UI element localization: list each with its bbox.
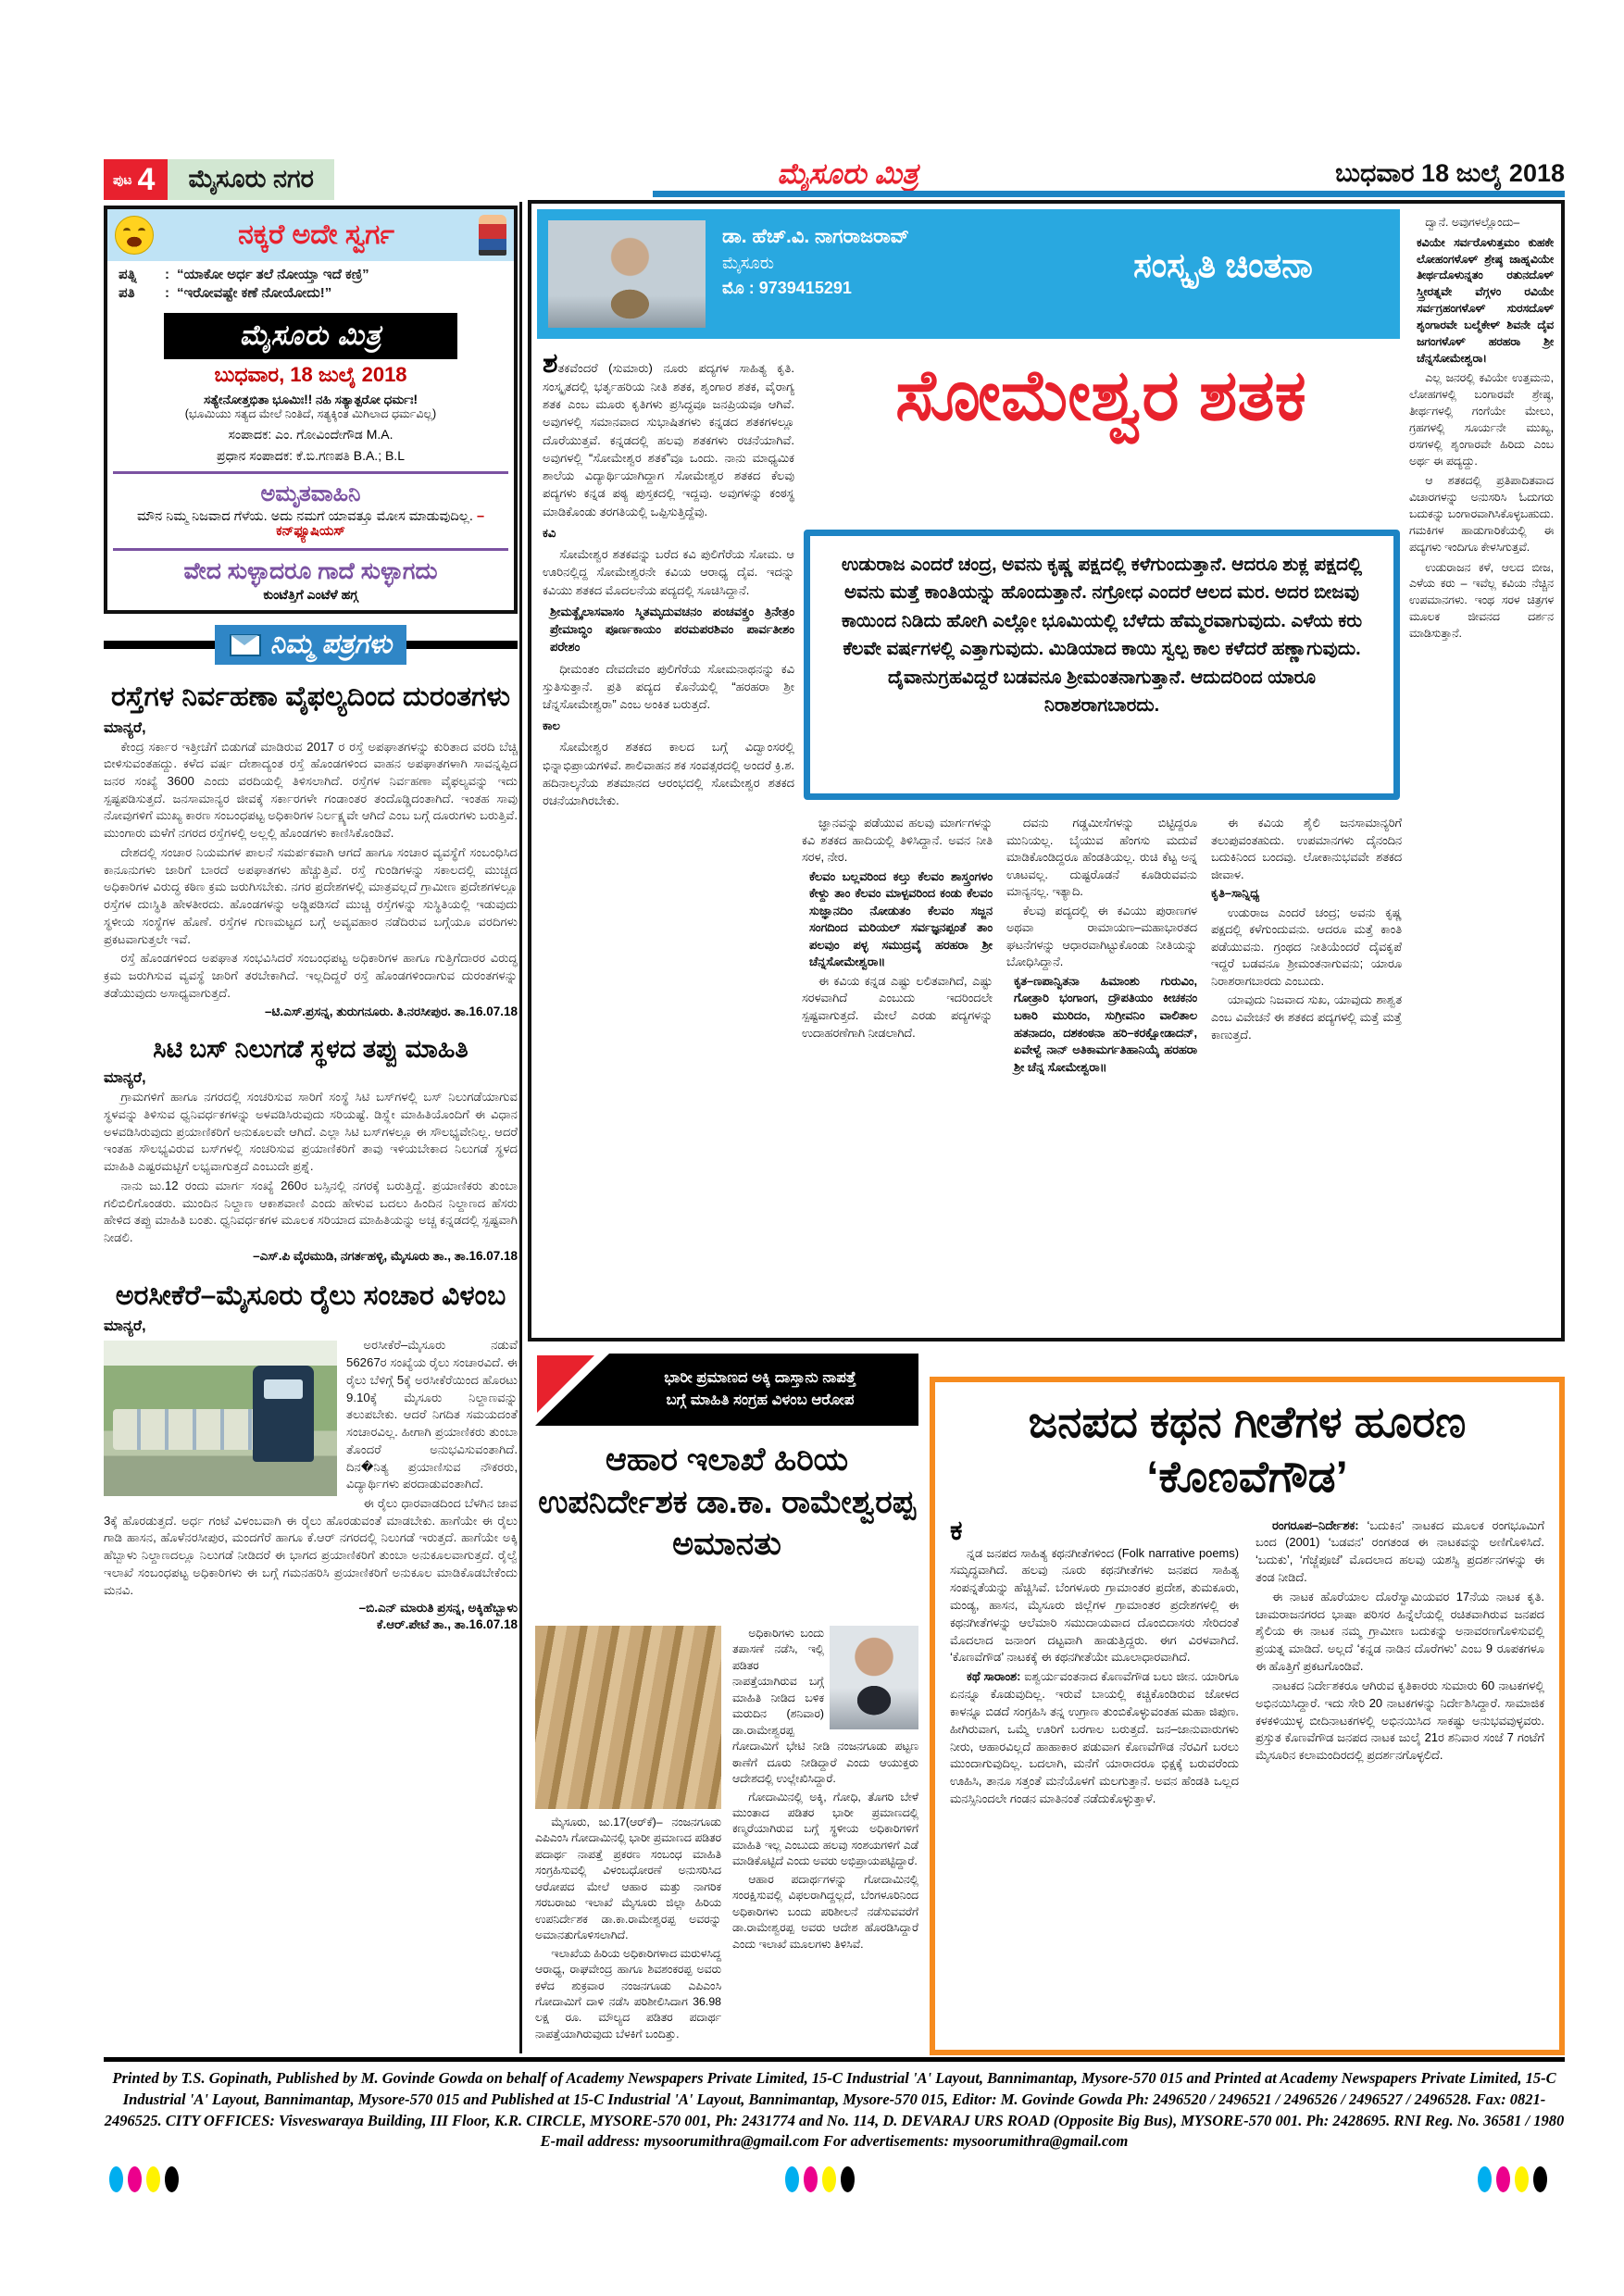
letter-paragraph: ನಾನು ಜು.12 ರಂದು ಮಾರ್ಗ ಸಂಖ್ಯೆ 260ರ ಬಸ್ಸಿನಲ್ಲಿ ನಗರಕ್ಕೆ ಬರುತ್ತಿದ್ದೆ. ಪ್ರಯಾಣಿಕರು ತುಂಬಾ ಗಲಿಬಿಲಿಗೊಂಡರು. ಮುಂದಿನ ನಿಲ್ದಾಣ ಆಕಾಶವಾಣಿ ಎಂದು ಹೇಳುವ ಬದಲು ಹಿಂದಿನ ನಿಲ್ದಾಣದ ಹೆಸರು ಹೇಳಿದ ತಪ್ಪು ಮಾಹಿತಿ ಬಂತು. ಧ್ವನಿವರ್ಧಕಗಳ ಮೂಲಕ ಸರಿಯಾದ ಮಾಹಿತಿಯನ್ನು ಅಚ್ಚ ಕನ್ನಡದಲ್ಲಿ ಸ್ಪಷ್ಟವಾಗಿ ನೀಡಲಿ. (104, 1178, 518, 1245)
amrutavahini-title: ಅಮೃತವಾಹಿನಿ (260, 481, 361, 506)
letter-signature: –ಎಸ್.ಪಿ ವೈರಮುಡಿ, ನಗರ್ತಹಳ್ಳಿ, ಮೈಸೂರು ತಾ., ತಾ.16.07.18 (253, 1248, 518, 1263)
article-block: ಕೃತಿ–ಸಾನ್ನಿಧ್ಯ (1211, 886, 1260, 901)
article-block: ದ್ವಾನೆ. ಅವುಗಳಲ್ಲೊಂದು– (1425, 216, 1520, 229)
author-place: ಮೈಸೂರು (722, 254, 774, 272)
black-mark (841, 2166, 855, 2192)
magenta-mark (128, 2166, 142, 2192)
envelope-icon (230, 634, 261, 656)
masthead-joke-box (104, 206, 518, 614)
highlight-quote-box: ಉಡುರಾಜ ಎಂದರೆ ಚಂದ್ರ, ಅವನು ಕೃಷ್ಣ ಪಕ್ಷದಲ್ಲಿ ಕಳೆಗುಂದುತ್ತಾನೆ. ಆದರೂ ಶುಕ್ಲ ಪಕ್ಷದಲ್ಲಿ ಅವನು ಮತ್ತೆ ಕಾಂತಿಯನ್ನು ಹೊಂದುತ್ತಾನೆ. ನಗ್ರೋಧ ಎಂದರೆ ಆಲದ ಮರ. ಅದರ ಬೀಜವು ಕಾಯಿಂದ ನಿಡಿದು ಹೋಗಿ ಎಲ್ಲೋ ಭೂಮಿಯಲ್ಲಿ ಬೆಳೆದು ಹೆಮ್ಮರವಾಗುವುದು. ಎಳೆಯ ಕರು ಕೆಲವೇ ವರ್ಷಗಳಲ್ಲಿ ಎತ್ತಾಗುವುದು. ಮಿಡಿಯಾದ ಕಾಯಿ ಸ್ವಲ್ಪ ಕಾಲ ಕಳೆದರೆ ಹಣ್ಣಾಗುವುದು. ದೈವಾನುಗ್ರಹವಿದ್ದರೆ ಬಡವನೂ ಶ್ರೀಮಂತನಾಗುತ್ತಾನೆ. ಆದುದರಿಂದ ಯಾರೂ ನಿರಾಶರಾಗಬಾರದು. (804, 530, 1400, 800)
paragraph-lead: ರಂಗರೂಪ–ನಿರ್ದೇಶಕ: (1272, 1517, 1359, 1532)
article-block: ಕೆಲವು ಪದ್ಯದಲ್ಲಿ ಈ ಕವಿಯು ಪುರಾಣಗಳ ಅಥವಾ ರಾಮಾಯಣ–ಮಹಾಭಾರತದ ಘಟನೆಗಳನ್ನು ಆಧಾರವಾಗಿಟ್ಟುಕೊಂಡು ನೀತಿಯನ್ನು ಬೋಧಿಸಿದ್ದಾನೆ. (1006, 903, 1197, 969)
article-block: ಕೃತ–ಣಪಾನ್ವಿತನಾ ಹಿಮಾಂಶು ಗುರುವಿಂ, ಗೋತ್ರಾರಿ ಭಂಗಾಂಗ, ದ್ರೌಪತಿಯಂ ಕೀಚಕನಂ ಬಕಾರಿ ಮುರಿದಂ, ಸುಗ್ರೀವನಿಂ ವಾಲಿತಾಲ ಹತನಾದಂ, ದಶಕಂಠನಾ ಹರಿ–ಕರಕ್ಷೋಡಾದನ್, ಏವೇಳ್ವೆ ನಾನ್ ಅತಿಕಾಮರ್ಗತಿಹಾನಿಯ್ಕೆ ಹರಹರಾ ಶ್ರೀ ಚೆನ್ನ ಸೋಮೇಶ್ವರಾ॥ (1014, 973, 1197, 1074)
letter-body-with-photo (104, 1337, 518, 1599)
body-column-1 (950, 1517, 1239, 1810)
joke-banner (107, 209, 514, 261)
section-name: ಮೈಸೂರು ನಗರ (168, 159, 333, 200)
letter-paragraph: ಈ ರೈಲು ಧಾರವಾಡದಿಂದ ಬೆಳಗಿನ ಜಾವ 3ಕ್ಕೆ ಹೊರಡುತ್ತದೆ. ಅರ್ಧ ಗಂಟೆ ವಿಳಂಬವಾಗಿ ಈ ರೈಲು ಹೊರಡುವಂತೆ ಮಾಡಬೇಕು. ಹಾಗೆಯೇ ಈ ರೈಲು ಗಾಡಿ ಹಾಸನ, ಹೊಳೆನರಸೀಪುರ, ಮಂದಗೆರೆ ಹಾಗೂ ಕೆ.ಆರ್ ನಗರದಲ್ಲಿ ನಿಲುಗಡೆ ಇರುತ್ತದೆ. ಹಾಗೆಯೇ ಅಕ್ಕಿ ಹೆಬ್ಬಾಳು ನಿಲ್ದಾಣದಲ್ಲೂ ನಿಲುಗಡೆ ನೀಡಿದರೆ ಈ ಭಾಗದ ಪ್ರಯಾಣಿಕರಿಗೆ ತುಂಬಾ ಅನುಕೂಲವಾಗುತ್ತದೆ. ರೈಲ್ವೆ ಇಲಾಖೆ ಸಂಬಂಧಪಟ್ಟ ಅಧಿಕಾರಿಗಳು ಈ ಬಗ್ಗೆ ಗಮನಹರಿಸಿ ಪ್ರಯಾಣಿಕರಿಗೆ ಅನುಕೂಲ ಮಾಡಿಕೊಡಬೇಕೆಂದು ಮನವಿ. (104, 1495, 518, 1597)
article-block: ಕವಿ (543, 525, 556, 540)
black-mark (1533, 2166, 1547, 2192)
column-paragraphs (535, 1815, 721, 2042)
joke-colon: : (165, 267, 169, 282)
imprint-line: Printed by T.S. Gopinath, Published by M. Govinde Gowda on behalf of Academy Newspapers Private Limited, 15-C Industrial 'A' Layout, Bannimantap, Mysore-570 015 and Printed at Academy Newspapers Private Limited, 15-C Industrial 'A' Layout, Bannimantap, Mysore-570 015 and Published at 15-C Industrial 'A' Layout, Bannimantap, Mysore-570 015, Editor: M. Govinde Gowda Ph: 2496520 / 2496521 / 2496526 / 2496527 / 2496528. Fax: 0821-2496525. CITY OFFICES: Visveswaraya Building, III Floor, K.R. CIRCLE, MYSORE-570 001, Ph: 2431774 and No. 114, D. DEVARAJ URS ROAD (Opposite Big Bus), MYSORE-570 001. Ph: 2428695. RNI Reg. No. 36581 / 1980 E-mail address: mysoorumithra@gmail.com For advertisements: mysoorumithra@gmail.com (104, 2069, 1565, 2151)
paragraph-text: ಈ ನಾಟಕ ಹೊರೆಯಾಲ ದೊರೆಸ್ವಾಮಿಯವರ 17ನೆಯ ನಾಟಕ ಕೃತಿ. ಚಾಮರಾಜನಗರದ ಭಾಷಾ ಪರಿಸರ ಹಿನ್ನೆಲೆಯಲ್ಲಿ ರಚಿತವಾಗಿರುವ ಜನಪದ ಶೈಲಿಯ ಈ ನಾಟಕ ನಮ್ಮ ಗ್ರಾಮೀಣ ಬದುಕನ್ನು ಅನಾವರಣಗೊಳಿಸುವಲ್ಲಿ ಪ್ರಯತ್ನ ಮಾಡಿದೆ. ಅಲ್ಲದೆ ‘ಕನ್ನಡ ನಾಡಿನ ದೊರೆಗಳು’ ಎಂಬ 9 ರೂಪಕಗಳೂ ಈ ಹೊತ್ತಿಗೆ ಪ್ರಕಟಗೊಂಡಿವೆ. (1255, 1589, 1544, 1674)
article-paragraph: ಆಹಾರ ಪದಾರ್ಥಗಳನ್ನು ಗೋದಾಮಿನಲ್ಲಿ ಸಂರಕ್ಷಿಸುವಲ್ಲಿ ವಿಫಲರಾಗಿದ್ದಲ್ಲದೆ, ಬೆಂಗಳೂರಿನಿಂದ ಅಧಿಕಾರಿಗಳು ಬಂದು ಪರಿಶೀಲನೆ ನಡೆಸುವವರೆಗೆ ಡಾ.ರಾಮೇಶ್ವರಪ್ಪ ಅವರು ಆದೇಶ ಹೊರಡಿಸಿದ್ದಾರೆ ಎಂದು ಇಲಾಖೆ ಮೂಲಗಳು ತಿಳಿಸಿವೆ. (732, 1872, 918, 1951)
joke-banner-title: ನಕ್ಕರೆ ಅದೇ ಸ್ವರ್ಗ (238, 219, 394, 250)
article-block: ಯಾವುದು ನಿಜವಾದ ಸುಖ, ಯಾವುದು ಶಾಶ್ವತ ಎಂಬ ವಿವೇಚನೆ ಈ ಶತಕದ ಪದ್ಯಗಳಲ್ಲಿ ಮತ್ತೆ ಮತ್ತೆ ಕಾಣುತ್ತದೆ. (1211, 992, 1402, 1042)
letter-body (104, 739, 518, 1003)
header-rule (653, 191, 1565, 197)
paragraph-lead: ಕಥೆ ಸಾರಾಂಶ: (967, 1669, 1021, 1684)
masthead-logo: ಮೈಸೂರು ಮಿತ್ರ (164, 313, 456, 359)
page-number: 4 (137, 162, 156, 197)
quote-author: –ಕನ್‌ಫ್ಯೂಷಿಯಸ್ (276, 509, 485, 539)
letter-salutation: ಮಾನ್ಯರೆ, (104, 1070, 146, 1087)
article-headline: ಸೋಮೇಶ್ವರ ಶತಕ (895, 356, 1306, 435)
letters-banner-label: ನಿಮ್ಮ ಪತ್ರಗಳು (269, 630, 393, 659)
letter-bus-info (104, 1029, 518, 1264)
quote-text: ಮೌನ ನಿಮ್ಮ ನಿಜವಾದ ಗೆಳೆಯ. ಅದು ನಮಗೆ ಯಾವತ್ತೂ ಮೋಸ ಮಾಡುವುದಿಲ್ಲ. (136, 509, 473, 524)
letter-headline: ಸಿಟಿ ಬಸ್ ನಿಲುಗಡೆ ಸ್ಥಳದ ತಪ್ಪು ಮಾಹಿತಿ (153, 1034, 468, 1063)
article-paragraph: ಮೈಸೂರು, ಜು.17(ಆರ್‌ಕೆ)– ನಂಜನಗೂಡು ಎಪಿಎಂಸಿ ಗೋದಾಮಿನಲ್ಲಿ ಭಾರೀ ಪ್ರಮಾಣದ ಪಡಿತರ ಪದಾರ್ಥ ನಾಪತ್ತೆ ಪ್ರಕರಣ ಸಂಬಂಧ ಮಾಹಿತಿ ಸಂಗ್ರಹಿಸುವಲ್ಲಿ ವಿಳಂಬಧೋರಣೆ ಅನುಸರಿಸಿದ ಆರೋಪದ ಮೇಲೆ ಆಹಾರ ಮತ್ತು ನಾಗರಿಕ ಸರಬರಾಜು ಇಲಾಖೆ ಮೈಸೂರು ಜಿಲ್ಲಾ ಹಿರಿಯ ಉಪನಿರ್ದೇಶಕ ಡಾ.ಕಾ.ರಾಮೇಶ್ವರಪ್ಪ ಅವರನ್ನು ಅಮಾನತುಗೊಳಿಸಲಾಗಿದೆ. (535, 1816, 721, 1942)
kicker-line1: ಭಾರೀ ಪ್ರಮಾಣದ ಅಕ್ಕಿ ದಾಸ್ತಾನು ನಾಪತ್ತೆ (664, 1369, 856, 1387)
joke-text: “ಯಾಕೋ ಅರ್ಧ ತಲೆ ನೋಯ್ತಾ ಇದೆ ಕಣ್ರಿ” (177, 267, 369, 282)
article-paragraph: ಇಲಾಖೆಯ ಹಿರಿಯ ಅಧಿಕಾರಿಗಳಾದ ಮರುಳಸಿದ್ದ ಆರಾಧ್ಯ, ರಾಘವೇಂದ್ರ ಹಾಗೂ ಶಿವಶಂಕರಪ್ಪ ಅವರು ಕಳೆದ ಶುಕ್ರವಾರ ನಂಜನಗೂಡು ಎಪಿಎಂಸಿ ಗೋದಾಮಿಗೆ ದಾಳಿ ನಡೆಸಿ ಪರಿಶೀಲಿಸಿದಾಗ 36.98 ಲಕ್ಷ ರೂ. ಮೌಲ್ಯದ ಪಡಿತರ ಪದಾರ್ಥ ನಾಪತ್ತೆಯಾಗಿರುವುದು ಬೆಳಕಿಗೆ ಬಂದಿತ್ತು. (535, 1946, 721, 2040)
article-paragraph: ಗೋದಾಮಿನಲ್ಲಿ ಅಕ್ಕಿ, ಗೋಧಿ, ತೊಗರಿ ಬೇಳೆ ಮುಂತಾದ ಪಡಿತರ ಭಾರೀ ಪ್ರಮಾಣದಲ್ಲಿ ಕಣ್ಮರೆಯಾಗಿರುವ ಬಗ್ಗೆ ಸ್ಥಳೀಯ ಅಧಿಕಾರಿಗಳಿಗೆ ಮಾಹಿತಿ ಇಲ್ಲ ಎಂಬುದು ಹಲವು ಸಂಶಯಗಳಿಗೆ ಎಡೆ ಮಾಡಿಕೊಟ್ಟಿದೆ ಎಂದು ಅವರು ಅಭಿಪ್ರಾಯಪಟ್ಟಿದ್ದಾರೆ. (732, 1790, 918, 1868)
article-headline: ಜನಪದ ಕಥನ ಗೀತೆಗಳ ಹೂರಣ ‘ಕೊಣವೆಗೌಡ’ (1028, 1397, 1467, 1501)
lead-column (543, 350, 794, 1331)
letter-signature-line2: ಕೆ.ಆರ್.ಪೇಟೆ ತಾ., ತಾ.16.07.18 (376, 1617, 518, 1632)
joke-line (119, 285, 503, 301)
article-block: ದವನು ಗಡ್ಡಮೀಸೆಗಳನ್ನು ಬಿಟ್ಟಿದ್ದರೂ ಮುನಿಯಲ್ಲ. ಬೈಯುವ ಹೆಂಗಸು ಮದುವೆ ಮಾಡಿಕೊಂಡಿದ್ದರೂ ಹೆಂಡತಿಯಲ್ಲ. ರುಚಿ ಕೆಟ್ಟ ಅನ್ನ ಊಟವಲ್ಲ. ದುಷ್ಟರೊಡನೆ ಕೂಡಿರುವವನು ಮಾನ್ಯನಲ್ಲ. ಇತ್ಯಾದಿ. (1006, 816, 1197, 899)
article-paragraph (950, 1545, 1239, 1667)
yellow-mark (146, 2166, 160, 2192)
body-column-2 (1255, 1517, 1544, 1810)
paragraph-text: ನ್ನಡ ಜನಪದ ಸಾಹಿತ್ಯ ಕಥನಗೀತೆಗಳಿಂದ (Folk narrative poems) ಸಮೃದ್ಧವಾಗಿದೆ. ಹಲವು ನೂರು ಕಥನಗೀತೆಗಳು ಜನಪದ ಸಾಹಿತ್ಯ ಸಂಪನ್ನತೆಯನ್ನು ಹೆಚ್ಚಿಸಿವೆ. ಬೆಂಗಳೂರು ಗ್ರಾಮಾಂತರ ಪ್ರದೇಶ, ತುಮಕೂರು, ಮಂಡ್ಯ, ಹಾಸನ, ಮೈಸೂರು ಜಿಲ್ಲೆಗಳ ಗ್ರಾಮಾಂತರ ಪ್ರದೇಶಗಳಲ್ಲಿ ಈ ಕಥನಗೀತೆಗಳನ್ನು ಆಲೆಮಾರಿ ಸಮುದಾಯವಾದ ದೊಂಬಿದಾಸರು ಸೇರಿದಂತೆ ಮೊದಲಾದ ಜನಾಂಗ ದಟ್ಟವಾಗಿ ಹಾಡುತ್ತಿದ್ದರು. ಈಗ ವಿರಳವಾಗಿದೆ. ‘ಕೊಣವೆಗೌಡ’ ನಾಟಕಕ್ಕೆ ಈ ಕಥನಗೀತೆಯೇ ಮೂಲಾಧಾರವಾಗಿದೆ. (950, 1545, 1239, 1665)
drop-cap: ಕ (950, 1515, 963, 1546)
article-block: ಆ ಶತಕದಲ್ಲಿ ಪ್ರತಿಪಾದಿತವಾದ ವಿಚಾರಗಳನ್ನು ಅನುಸರಿಸಿ ಓದುಗರು ಬದುಕನ್ನು ಬಂಗಾರವಾಗಿಸಿಕೊಳ್ಳಬಹುದು. ಗಮಕಿಗಳ ಹಾಡುಗಾರಿಕೆಯಲ್ಲಿ ಈ ಪದ್ಯಗಳು ಇಂದಿಗೂ ಕೇಳಸಿಗುತ್ತವೆ. (1409, 474, 1554, 554)
page-number-box (104, 159, 168, 200)
main-article-somesvara-shataka (528, 200, 1565, 1341)
column-divider (519, 202, 522, 2053)
letters-banner-pill (215, 625, 407, 665)
letter-salutation: ಮಾನ್ಯರೆ, (104, 719, 146, 736)
letter-headline: ಅರಸೀಕೆರೆ–ಮೈಸೂರು ರೈಲು ಸಂಚಾರ ವಿಳಂಬ (115, 1279, 506, 1311)
black-mark (165, 2166, 179, 2192)
article-paragraph (1255, 1678, 1544, 1765)
lead-text: ತಕವೆಂದರೆ (ಸುಮಾರು) ನೂರು ಪದ್ಯಗಳ ಸಾಹಿತ್ಯ ಕೃತಿ. ಸಂಸ್ಕೃತದಲ್ಲಿ ಭರ್ತೃಹರಿಯ ನೀತಿ ಶತಕ, ಶೃಂಗಾರ ಶತಕ, ವೈರಾಗ್ಯ ಶತಕ ಎಂಬ ಮೂರು ಕೃತಿಗಳು ಪ್ರಸಿದ್ಧವೂ ಜನಪ್ರಿಯವೂ ಆಗಿವೆ. ಅವುಗಳಲ್ಲಿ ಸಮಾನವಾದ ಸುಭಾಷಿತಗಳು ಕನ್ನಡದ ಶತಕಗಳಲ್ಲೂ ದೊರೆಯುತ್ತವೆ. ಕನ್ನಡದಲ್ಲಿ ಹಲವು ಶತಕಗಳು ರಚನೆಯಾಗಿವೆ. ಅವುಗಳಲ್ಲಿ “ಸೋಮೇಶ್ವರ ಶತಕ”ವೂ ಒಂದು. ನಾನು ಮಾಧ್ಯಮಿಕ ಶಾಲೆಯ ವಿದ್ಯಾರ್ಥಿಯಾಗಿದ್ದಾಗ ಸೋಮೇಶ್ವರ ಶತಕದ ಕೆಲವು ಪದ್ಯಗಳು ಕನ್ನಡ ಪಠ್ಯ ಪುಸ್ತಕದಲ್ಲಿ ಇದ್ದವು. ಅವುಗಳನ್ನು ಕಂಠಸ್ಥ ಮಾಡಿಕೊಂಡು ತರಗತಿಯಲ್ಲಿ ಒಪ್ಪಿಸುತ್ತಿದ್ದೆವು. (543, 361, 794, 518)
article-block: ಜ್ಞಾನವನ್ನು ಪಡೆಯುವ ಹಲವು ಮಾರ್ಗಗಳನ್ನು ಕವಿ ಶತಕದ ಹಾದಿಯಲ್ಲಿ ತಿಳಿಸಿದ್ದಾನೆ. ಅವನ ನೀತಿ ಸರಳ, ನೇರ. (802, 816, 993, 865)
page-label: ಪುಟ (113, 171, 132, 187)
registration-marks-center (785, 2166, 855, 2192)
author-name: ಡಾ. ಹೆಚ್.ವಿ. ನಾಗರಾಜರಾವ್ (722, 226, 909, 247)
drama-article-konavegowda (930, 1377, 1565, 2055)
magenta-mark (804, 2166, 818, 2192)
proverb-text: ಕುಂಟೆತ್ತಿಗೆ ಎಂಟೆಳೆ ಹಗ್ಗ (263, 587, 358, 602)
joke-lines (107, 261, 514, 306)
divider (113, 548, 508, 551)
author-info (722, 226, 909, 298)
joke-speaker: ಪತಿ (119, 285, 135, 301)
amrutavahini-quote (107, 507, 514, 541)
food-dept-article (528, 1350, 926, 2051)
chief-editor-line: ಪ್ರಧಾನ ಸಂಪಾದಕ: ಕೆ.ಬಿ.ಗಣಪತಿ B.A.; B.L (216, 448, 405, 463)
letter-body (104, 1089, 518, 1247)
footer-rule (104, 2057, 1565, 2062)
column-paragraphs (1255, 1517, 1544, 1766)
article-block: ಸೋಮೇಶ್ವರ ಶತಕವನ್ನು ಬರೆದ ಕವಿ ಪುಲಿಗೆರೆಯ ಸೋಮ. ಆ ಊರಿನಲ್ಲಿದ್ದ ಸೋಮೇಶ್ವರನೇ ಕವಿಯ ಆರಾಧ್ಯ ದೈವ. ಇದನ್ನು ಕವಿಯು ಶತಕದ ಮೊದಲನೆಯ ಪದ್ಯದಲ್ಲಿ ಸೂಚಿಸಿದ್ದಾನೆ. (543, 547, 794, 597)
editor-line: ಸಂಪಾದಕ: ಎಂ. ಗೋವಿಂದೇಗೌಡ M.A. (228, 427, 394, 442)
letter-paragraph: ಕೇಂದ್ರ ಸರ್ಕಾರ ಇತ್ತೀಚೆಗೆ ಬಿಡುಗಡೆ ಮಾಡಿರುವ 2017 ರ ರಸ್ತೆ ಅಪಘಾತಗಳನ್ನು ಕುರಿತಾದ ವರದಿ ಬೆಚ್ಚಿ ಬೀಳಿಸುವಂತಹದ್ದು. ಕಳೆದ ವರ್ಷ ದೇಶಾದ್ಯಂತ ರಸ್ತೆ ಹೊಂಡಗಳಿಂದ ವಾಹನ ಅಪಘಾತಗಳಾಗಿ ಸಾವನ್ನಪ್ಪಿದ ಜನರ ಸಂಖ್ಯೆ 3600 ಎಂದು ವರದಿಯಲ್ಲಿ ತಿಳಿಸಲಾಗಿದೆ. ರಸ್ತೆಗಳ ನಿರ್ವಹಣಾ ವೈಫಲ್ಯವನ್ನು ಇದು ಸ್ಪಷ್ಟಪಡಿಸುತ್ತದೆ. ಜನಸಾಮಾನ್ಯರ ಜೀವಕ್ಕೆ ಸರ್ಕಾರಗಳೇ ಗಂಡಾಂತರ ತಂದೊಡ್ಡಿದಂತಾಗಿದೆ. ಇಂತಹ ಸಾವು ನೋವುಗಳಿಗೆ ಮುಖ್ಯ ಕಾರಣ ಸಂಬಂಧಪಟ್ಟ ಅಧಿಕಾರಿಗಳ ನಿರ್ಲಕ್ಷ್ಯವೇ ಆಗಿದೆ ಎಂಬ ಬಗ್ಗೆ ದೂರುಗಳು ಬರುತ್ತಿವೆ. ಮುಂಗಾರು ಮಳೆಗೆ ನಗರದ ರಸ್ತೆಗಳಲ್ಲಿ ಅಲ್ಲಲ್ಲಿ ಹೊಂಡಗಳು ಕಾಣಿಸಿಕೊಂಡಿವೆ. (104, 739, 518, 841)
train-coaches-shape (113, 1409, 257, 1450)
article-body-columns (802, 815, 1402, 1331)
letter-salutation: ಮಾನ್ಯರೆ, (104, 1318, 146, 1335)
paragraph-text: ಐಶ್ವರ್ಯವಂತನಾದ ಕೊಣವೆಗೌಡ ಬಲು ಜೀನ. ಯಾರಿಗೂ ಏನನ್ನೂ ಕೊಡುವುದಿಲ್ಲ. ಇರುವೆ ಬಾಯಲ್ಲಿ ಕಚ್ಚಿಕೊಂಡಿರುವ ಜೋಳದ ಕಾಳನ್ನೂ ಬಿಡದೆ ಸಂಗ್ರಹಿಸಿ ತನ್ನ ಉಗ್ರಾಣ ತುಂಬಿಕೊಳ್ಳುವಂತಹ ಮಹಾ ಜಿಪುಣ. ಹೀಗಿರುವಾಗ, ಒಮ್ಮೆ ಊರಿಗೆ ಬರಗಾಲ ಬರುತ್ತದೆ. ಜನ–ಜಾನುವಾರುಗಳು ನೀರು, ಆಹಾರವಿಲ್ಲದೆ ಹಾಹಾಕಾರ ಪಡುವಾಗ ಕೊಣವೆಗೌಡ ನೆರವಿಗೆ ಬರಲು ಮುಂದಾಗುವುದಿಲ್ಲ. ಬದಲಾಗಿ, ಮನೆಗೆ ಯಾರಾದರೂ ಭಿಕ್ಷಕ್ಕೆ ಬರುವರೆಂದು ಊಹಿಸಿ, ತಾನೂ ಸತ್ತಂತೆ ಮನೆಯೊಳಗೆ ಮಲಗುತ್ತಾನೆ. ಅವನ ಹೆಂಡತಿ ಒಲ್ಲದ ಮನಸ್ಸಿನಿಂದಲೇ ಗಂಡನ ಮಾತಿನಂತೆ ನಡೆದುಕೊಳ್ಳುತ್ತಾಳೆ. (950, 1669, 1239, 1806)
body-column-2 (732, 1626, 918, 2044)
train-locomotive-shape (253, 1366, 314, 1462)
left-column (104, 206, 518, 1632)
letter-paragraph: ರಸ್ತೆ ಹೊಂಡಗಳಿಂದ ಅಪಘಾತ ಸಂಭವಿಸಿದರೆ ಸಂಬಂಧಪಟ್ಟ ಅಧಿಕಾರಿಗಳ ಹಾಗೂ ಗುತ್ತಿಗೆದಾರರ ವಿರುದ್ಧ ಕ್ರಮ ಜರುಗಿಸುವ ವ್ಯವಸ್ಥೆ ಜಾರಿಗೆ ತರಬೇಕಾಗಿದೆ. ಇಲ್ಲದಿದ್ದರೆ ರಸ್ತೆ ಹೊಂಡಗಳಿಂದಾಗುವ ದುರಂತಗಳನ್ನು ತಡೆಯುವುದು ಅಸಾಧ್ಯವಾಗುತ್ತದೆ. (104, 951, 518, 1000)
lead-blocks (543, 524, 794, 810)
train-photo (104, 1341, 337, 1496)
article-block: ಸೋಮೇಶ್ವರ ಶತಕದ ಕಾಲದ ಬಗ್ಗೆ ವಿದ್ವಾಂಸರಲ್ಲಿ ಭಿನ್ನಾಭಿಪ್ರಾಯಗಳಿವೆ. ಶಾಲಿವಾಹನ ಶಕ ಸಂವತ್ಸರದಲ್ಲಿ ಅಂದರೆ ಕ್ರಿ.ಶ. ಹದಿನಾಲ್ಕನೆಯ ಶತಮಾನದ ಆರಂಭದಲ್ಲಿ ಸೋಮೇಶ್ವರ ಶತಕದ ರಚನೆಯಾಗಿರಬೇಕು. (543, 740, 794, 808)
cyan-mark (785, 2166, 799, 2192)
cyan-mark (1478, 2166, 1492, 2192)
cartoon-figure-icon (479, 215, 506, 256)
article-paragraph (950, 1668, 1239, 1808)
article-block: ಕವಿಯೇ ಸರ್ವರೊಳುತ್ತಮಂ ಕುಹಕೇ ಲೋಹಂಗಳೊಳ್ ಶ್ರೇಷ್ಠ ಜಾಹ್ನವಿಯೇ ತೀರ್ಥದೊಳುನ್ನತಂ ರತುನದೊಳ್ ಸ್ತ್ರೀರತ್ನವೇ ವೆಗ್ಗಳಂ ರವಿಯೇ ಸರ್ವಗ್ರಹಂಗಳೊಳ್ ಸುರಸದೊಳ್ ಶೃಂಗಾರವೇ ಬಲ್ಮೆಕೇಳ್ ಶಿವನೇ ದೈವ ಜಗಂಗಳೊಳ್ ಹರಹರಾ ಶ್ರೀ ಚೆನ್ನಸೋಮೇಶ್ವರಾ। (1417, 235, 1554, 365)
edition-date: ಬುಧವಾರ 18 ಜುಲೈ 2018 (1335, 159, 1565, 187)
red-triangle-icon (537, 1355, 594, 1413)
letter-train-delay (104, 1273, 518, 1633)
drop-cap: ಶ (543, 350, 558, 379)
article-block: ಕೆಲವಂ ಬಲ್ಲವರಿಂದ ಕಲ್ತು ಕೆಲವಂ ಶಾಸ್ತ್ರಂಗಳಂ ಕೇಳ್ದು ತಾಂ ಕೆಲವಂ ಮಾಳ್ಪವರಿಂದ ಕಂಡು ಕೆಲವಂ ಸುಜ್ಞಾನದಿಂ ನೋಡುತಂ ಕೆಲವಂ ಸಜ್ಜನ ಸಂಗದಿಂದ ಮರಿಯಲ್ ಸರ್ವಜ್ಞನಪ್ಪಂತೆ ತಾಂ ಪಲವುಂ ಪಳ್ಳ ಸಮುದ್ರವೈ ಹರಹರಾ ಶ್ರೀ ಚೆನ್ನಸೋಮೇಶ್ವರಾ॥ (809, 868, 993, 969)
article-block: ಎಲ್ಲ ಜನರಲ್ಲಿ ಕವಿಯೇ ಉತ್ತಮನು, ಲೋಹಗಳಲ್ಲಿ ಬಂಗಾರವೇ ಶ್ರೇಷ್ಠ, ತೀರ್ಥಗಳಲ್ಲಿ ಗಂಗೆಯೇ ಮೇಲು, ಗ್ರಹಗಳಲ್ಲಿ ಸೂರ್ಯನೇ ಮುಖ್ಯ, ರಸಗಳಲ್ಲಿ ಶೃಂಗಾರವೇ ಹಿರಿದು ಎಂಬ ಅರ್ಥ ಈ ಪದ್ಯದ್ದು. (1409, 371, 1554, 468)
article-block: ಈ ಕವಿಯ ಶೈಲಿ ಜನಸಾಮಾನ್ಯರಿಗೆ ತಲುಪುವಂತಹುದು. ಉಪಮಾನಗಳು ದೈನಂದಿನ ಬದುಕಿನಿಂದ ಬಂದವು. ಲೋಕಾನುಭವವೇ ಶತಕದ ಜೀವಾಳ. (1211, 816, 1402, 881)
divider (113, 471, 508, 474)
article-paragraph: ಅಧಿಕಾರಿಗಳು ಬಂದು ತಪಾಸಣೆ ನಡೆಸಿ, ಇಲ್ಲಿ ಪಡಿತರ ನಾಪತ್ತೆಯಾಗಿರುವ ಬಗ್ಗೆ ಮಾಹಿತಿ ನೀಡಿದ ಬಳಿಕ ಮರುದಿನ (ಶನಿವಾರ) ಡಾ.ರಾಮೇಶ್ವರಪ್ಪ ಗೋದಾಮಿಗೆ ಭೇಟಿ ನೀಡಿ ನಂಜನಗೂಡು ಪಟ್ಟಣ ಠಾಣೆಗೆ ದೂರು ನೀಡಿದ್ದಾರೆ ಎಂದು ಆಯುಕ್ತರು ಆದೇಶದಲ್ಲಿ ಉಲ್ಲೇಖಿಸಿದ್ದಾರೆ. (732, 1627, 918, 1786)
letter-paragraph: ಗ್ರಾಮಗಳಿಗೆ ಹಾಗೂ ನಗರದಲ್ಲಿ ಸಂಚರಿಸುವ ಸಾರಿಗೆ ಸಂಸ್ಥೆ ಸಿಟಿ ಬಸ್‌ಗಳಲ್ಲಿ ಬಸ್ ನಿಲುಗಡೆಯಾಗುವ ಸ್ಥಳವನ್ನು ತಿಳಿಸುವ ಧ್ವನಿವರ್ಧಕಗಳನ್ನು ಅಳವಡಿಸಿರುವುದು ಸರಿಯಷ್ಟೆ. ಡಿಸ್ಪ್ಲೇ ಮಾಹಿತಿಯೊಂದಿಗೆ ಈ ವಿಧಾನ ಅಳವಡಿಸಿರುವುದು ಪ್ರಯಾಣಿಕರಿಗೆ ಅನುಕೂಲವೇ ಆಗಿದೆ. ಎಲ್ಲಾ ಸಿಟಿ ಬಸ್‌ಗಳಲ್ಲೂ ಈ ಸೌಲಭ್ಯವೇನಿಲ್ಲ. ಆದರೆ ಇಂತಹ ಸೌಲಭ್ಯವಿರುವ ಬಸ್‌ಗಳಲ್ಲಿ ಸಂಚರಿಸುವ ಪ್ರಯಾಣಿಕರಿಗೆ ತಾವು ಇಳಿಯಬೇಕಾದ ನಿಲುಗಡೆ ಸ್ಥಳದ ಮಾಹಿತಿ ಎಷ್ಟರಮಟ್ಟಿಗೆ ಲಭ್ಯವಾಗುತ್ತದೆ ಎಂಬುದೇ ಪ್ರಶ್ನೆ. (104, 1090, 518, 1174)
article-block: ಧೀಮಂತಂ ದೇವದೇವಂ ಪುಲಿಗೆರೆಯ ಸೋಮನಾಥನನ್ನು ಕವಿ ಸ್ತುತಿಸುತ್ತಾನೆ. ಪ್ರತಿ ಪದ್ಯದ ಕೊನೆಯಲ್ಲಿ “ಹರಹರಾ ಶ್ರೀ ಚೆನ್ನಸೋಮೇಶ್ವರಾ” ಎಂಬ ಅಂಕಿತ ಬರುತ್ತದೆ. (543, 661, 794, 711)
paragraph-text: ನಾಟಕದ ನಿರ್ದೇಶಕರೂ ಆಗಿರುವ ಕೃತಿಕಾರರು ಸುಮಾರು 60 ನಾಟಕಗಳಲ್ಲಿ ಅಭಿನಯಿಸಿದ್ದಾರೆ. ಇದು ಸೇರಿ 20 ನಾಟಕಗಳನ್ನು ನಿರ್ದೇಶಿಸಿದ್ದಾರೆ. ಸಾಮಾಜಿಕ ಕಳಕಳಿಯುಳ್ಳ ಬೀದಿನಾಟಕಗಳಲ್ಲಿ ಅಭಿನಯಿಸಿದ ಸಾಕಷ್ಟು ಅನುಭವವುಳ್ಳವರು. ಪ್ರಸ್ತುತ ಕೊಣವೆಗೌಡ ಜನಪದ ನಾಟಕ ಜುಲೈ 21ರ ಶನಿವಾರ ಸಂಜೆ 7 ಗಂಟೆಗೆ ಮೈಸೂರಿನ ಕಲಾಮಂದಿರದಲ್ಲಿ ಪ್ರದರ್ಶನಗೊಳ್ಳಲಿದೆ. (1255, 1678, 1544, 1763)
letter-signature: –ಟಿ.ಎಸ್.ಪ್ರಸನ್ನ, ತುರುಗನೂರು. ತಿ.ನರಸೀಪುರ. ತಾ.16.07.18 (265, 1004, 518, 1018)
rice-sacks-photo (535, 1626, 721, 1809)
motto-sanskrit: ಸತ್ಯೇನೋತ್ತಭಿತಾ ಭೂಮಿಃ!! ನಹಿ ಸತ್ಯಾತ್ಪರೋ ಧರ್ಮಃ! (203, 393, 418, 406)
newspaper-title: ಮೈಸೂರು ಮಿತ್ರ (777, 157, 918, 190)
article-block: ಕಾಲ (543, 718, 560, 733)
letter-headline: ರಸ್ತೆಗಳ ನಿರ್ವಹಣಾ ವೈಫಲ್ಯದಿಂದ ದುರಂತಗಳು (110, 681, 511, 712)
laughing-face-icon (115, 216, 154, 255)
cyan-mark (109, 2166, 123, 2192)
article-block: ಶ್ರೀಮತ್ಖೈಲಾಸವಾಸಂ ಸ್ಮಿತಮೃದುವಚನಂ ಪಂಚವಕ್ತ್ರಂ ತ್ರಿನೇತ್ರಂ ಪ್ರೇಮಾಬ್ಧಿಂ ಪೂರ್ಣಕಾಯಂ ಪರಮಪರಶಿವಂ ಪಾರ್ವತೀಶಂ ಪರೇಶಂ (550, 604, 794, 655)
proverb-title: ವೇದ ಸುಳ್ಳಾದರೂ ಗಾದೆ ಸುಳ್ಳಾಗದು (183, 558, 438, 584)
joke-line (119, 267, 503, 282)
magenta-mark (1496, 2166, 1510, 2192)
joke-colon: : (165, 285, 169, 301)
letter-paragraph: ಅರಸೀಕೆರೆ–ಮೈಸೂರು ನಡುವೆ 56267ರ ಸಂಖ್ಯೆಯ ರೈಲು ಸಂಚಾರವಿದೆ. ಈ ರೈಲು ಬೆಳಿಗ್ಗೆ 5ಕ್ಕೆ ಅರಸೀಕೆರೆಯಿಂದ ಹೊರಟು 9.10ಕ್ಕೆ ಮೈಸೂರು ನಿಲ್ದಾಣವನ್ನು ತಲುಪಬೇಕು. ಆದರೆ ನಿಗದಿತ ಸಮಯದಂತೆ ಸಂಚಾರವಿಲ್ಲ. ಹೀಗಾಗಿ ಪ್ರಯಾಣಿಕರು ತುಂಬಾ ತೊಂದರೆ ಅನುಭವಿಸುವಂತಾಗಿದೆ. ದಿನ�ನಿತ್ಯ ಪ್ರಯಾಣಿಸುವ ನೌಕರರು, ವಿದ್ಯಾರ್ಥಿಗಳು ಪರದಾಡುವಂತಾಗಿದೆ. (346, 1338, 518, 1491)
article-block: ಉಡುರಾಜನ ಕಳೆ, ಆಲದ ಬೀಜ, ಎಳೆಯ ಕರು – ಇವೆಲ್ಲ ಕವಿಯ ನೆಚ್ಚಿನ ಉಪಮಾನಗಳು. ಇಂಥ ಸರಳ ಚಿತ್ರಗಳ ಮೂಲಕ ಜೀವನದ ದರ್ಶನ ಮಾಡಿಸುತ್ತಾನೆ. (1409, 560, 1554, 640)
yellow-mark (1515, 2166, 1529, 2192)
article-right-column (1409, 215, 1554, 1330)
article-body (535, 1626, 918, 2044)
letter-roads (104, 674, 518, 1019)
article-block: ಉಡುರಾಜ ಎಂದರೆ ಚಂದ್ರ; ಅವನು ಕೃಷ್ಣ ಪಕ್ಷದಲ್ಲಿ ಕಳೆಗುಂದುವನು. ಆದರೂ ಮತ್ತೆ ಕಾಂತಿ ಪಡೆಯುವನು. ಗ್ರಂಥದ ನೀತಿಯೆಂದರೆ ದೈವಕೃಪೆ ಇದ್ದರೆ ಬಡವನೂ ಶ್ರೀಮಂತನಾಗುವನು; ಯಾರೂ ನಿರಾಶರಾಗಬಾರದು ಎಂಬುದು. (1211, 905, 1402, 988)
page-number-badge (104, 159, 334, 200)
article-block: ಈ ಕವಿಯ ಕನ್ನಡ ಎಷ್ಟು ಲಲಿತವಾಗಿದೆ, ಎಷ್ಟು ಸರಳವಾಗಿದೆ ಎಂಬುದು ಇದರಿಂದಲೇ ಸ್ಪಷ್ಟವಾಗುತ್ತದೆ. ಮೇಲೆ ಎರಡು ಪದ್ಯಗಳನ್ನು ಉದಾಹರಣೆಗಾಗಿ ನೀಡಲಾಗಿದೆ. (802, 973, 993, 1040)
lead-paragraph (543, 350, 794, 520)
article-paragraph (1255, 1589, 1544, 1676)
body-column-1 (535, 1626, 721, 2044)
registration-marks-right (1478, 2166, 1547, 2192)
article-paragraph (1255, 1517, 1544, 1587)
kicker-line2: ಬಗ್ಗೆ ಮಾಹಿತಿ ಸಂಗ್ರಹ ವಿಳಂಬ ಆರೋಪ (666, 1391, 855, 1408)
joke-text: “ಇರೋವಷ್ಟೇ ಕಣೆ ನೋಯೋದು!” (177, 285, 332, 301)
joke-speaker: ಪತ್ನಿ (119, 267, 137, 282)
section-banner: ಸಂಸ್ಕೃತಿ ಚಿಂತನಾ (1133, 246, 1313, 284)
letters-section-banner (104, 625, 518, 665)
author-phone: ಮೊ : 9739415291 (722, 279, 852, 297)
column-paragraphs (950, 1545, 1239, 1808)
kicker-box (535, 1354, 918, 1426)
official-portrait-photo (830, 1626, 918, 1729)
author-photo (548, 220, 706, 328)
article-headline: ಆಹಾರ ಇಲಾಖೆ ಹಿರಿಯ ಉಪನಿರ್ದೇಶಕ ಡಾ.ಕಾ. ರಾಮೇಶ್ವರಪ್ಪ ಅಮಾನತು (538, 1441, 916, 1562)
paragraph-text: ‘ಬದುಕಿನ’ ನಾಟಕದ ಮೂಲಕ ರಂಗಭೂಮಿಗೆ ಬಂದ (2001) ‘ಬಡವನ’ ರಂಗತಂಡ ಈ ನಾಟಕವನ್ನು ಅಣಿಗೊಳಿಸಿದೆ. ‘ಬದುಕು’, ‘ಗೆಜ್ಜೆಪೂಜೆ’ ಮೊದಲಾದ ಹಲವು ಯಶಸ್ವಿ ಪ್ರದರ್ಶನಗಳನ್ನು ಈ ತಂಡ ನೀಡಿದೆ. (1255, 1517, 1544, 1584)
registration-marks-left (109, 2166, 179, 2192)
yellow-mark (822, 2166, 836, 2192)
masthead-date: ಬುಧವಾರ, 18 ಜುಲೈ 2018 (214, 363, 407, 386)
letter-paragraph: ದೇಶದಲ್ಲಿ ಸಂಚಾರ ನಿಯಮಗಳ ಪಾಲನೆ ಸಮರ್ಪಕವಾಗಿ ಆಗದೆ ಹಾಗೂ ಸಂಚಾರ ವ್ಯವಸ್ಥೆಗೆ ಸಂಬಂಧಿಸಿದ ಕಾನೂನುಗಳು ಜಾರಿಗೆ ಬಾರದೆ ಅಪಘಾತಗಳು ಹೆಚ್ಚುತ್ತಿವೆ. ರಸ್ತೆ ಗುಂಡಿಗಳನ್ನು ಸಕಾಲದಲ್ಲಿ ಮುಚ್ಚದ ಅಧಿಕಾರಿಗಳ ವಿರುದ್ಧ ಕಠಿಣ ಕ್ರಮ ಜರುಗಿಸಬೇಕು. ನಗರ ಪ್ರದೇಶಗಳಲ್ಲಿ ಮಾತ್ರವಲ್ಲದೆ ಗ್ರಾಮೀಣ ಪ್ರದೇಶಗಳಲ್ಲೂ ರಸ್ತೆಗಳ ದುಃಸ್ಥಿತಿ ಹೇಳತೀರದು. ಹೊಂಡಗಳನ್ನು ಅಡ್ಡಿಪಡಿಸದೆ ಮುಚ್ಚಿ ರಸ್ತೆಗಳನ್ನು ಸುಸ್ಥಿತಿಯಲ್ಲಿ ಇಡುವುದು ಸ್ಥಳೀಯ ಸಂಸ್ಥೆಗಳ ಹೊಣೆ. ರಸ್ತೆಗಳ ಗುಣಮಟ್ಟದ ಬಗ್ಗೆ ಅವ್ಯವಹಾರ ನಡೆದಿರುವ ಬಗ್ಗೆಯೂ ವರದಿಗಳು ಪ್ರಕಟವಾಗುತ್ತಲೇ ಇವೆ. (104, 844, 518, 946)
author-band (537, 209, 1400, 339)
motto-translation: (ಭೂಮಿಯು ಸತ್ಯದ ಮೇಲೆ ನಿಂತಿದೆ, ಸತ್ಯಕ್ಕಿಂತ ಮಿಗಿಲಾದ ಧರ್ಮವಿಲ್ಲ) (184, 407, 437, 420)
letter-signature: –ಬಿ.ಎನ್ ಮಾರುತಿ ಪ್ರಸನ್ನ, ಅಕ್ಕಿಹೆಬ್ಬಾಳು (358, 1601, 518, 1616)
article-body (950, 1517, 1544, 1810)
